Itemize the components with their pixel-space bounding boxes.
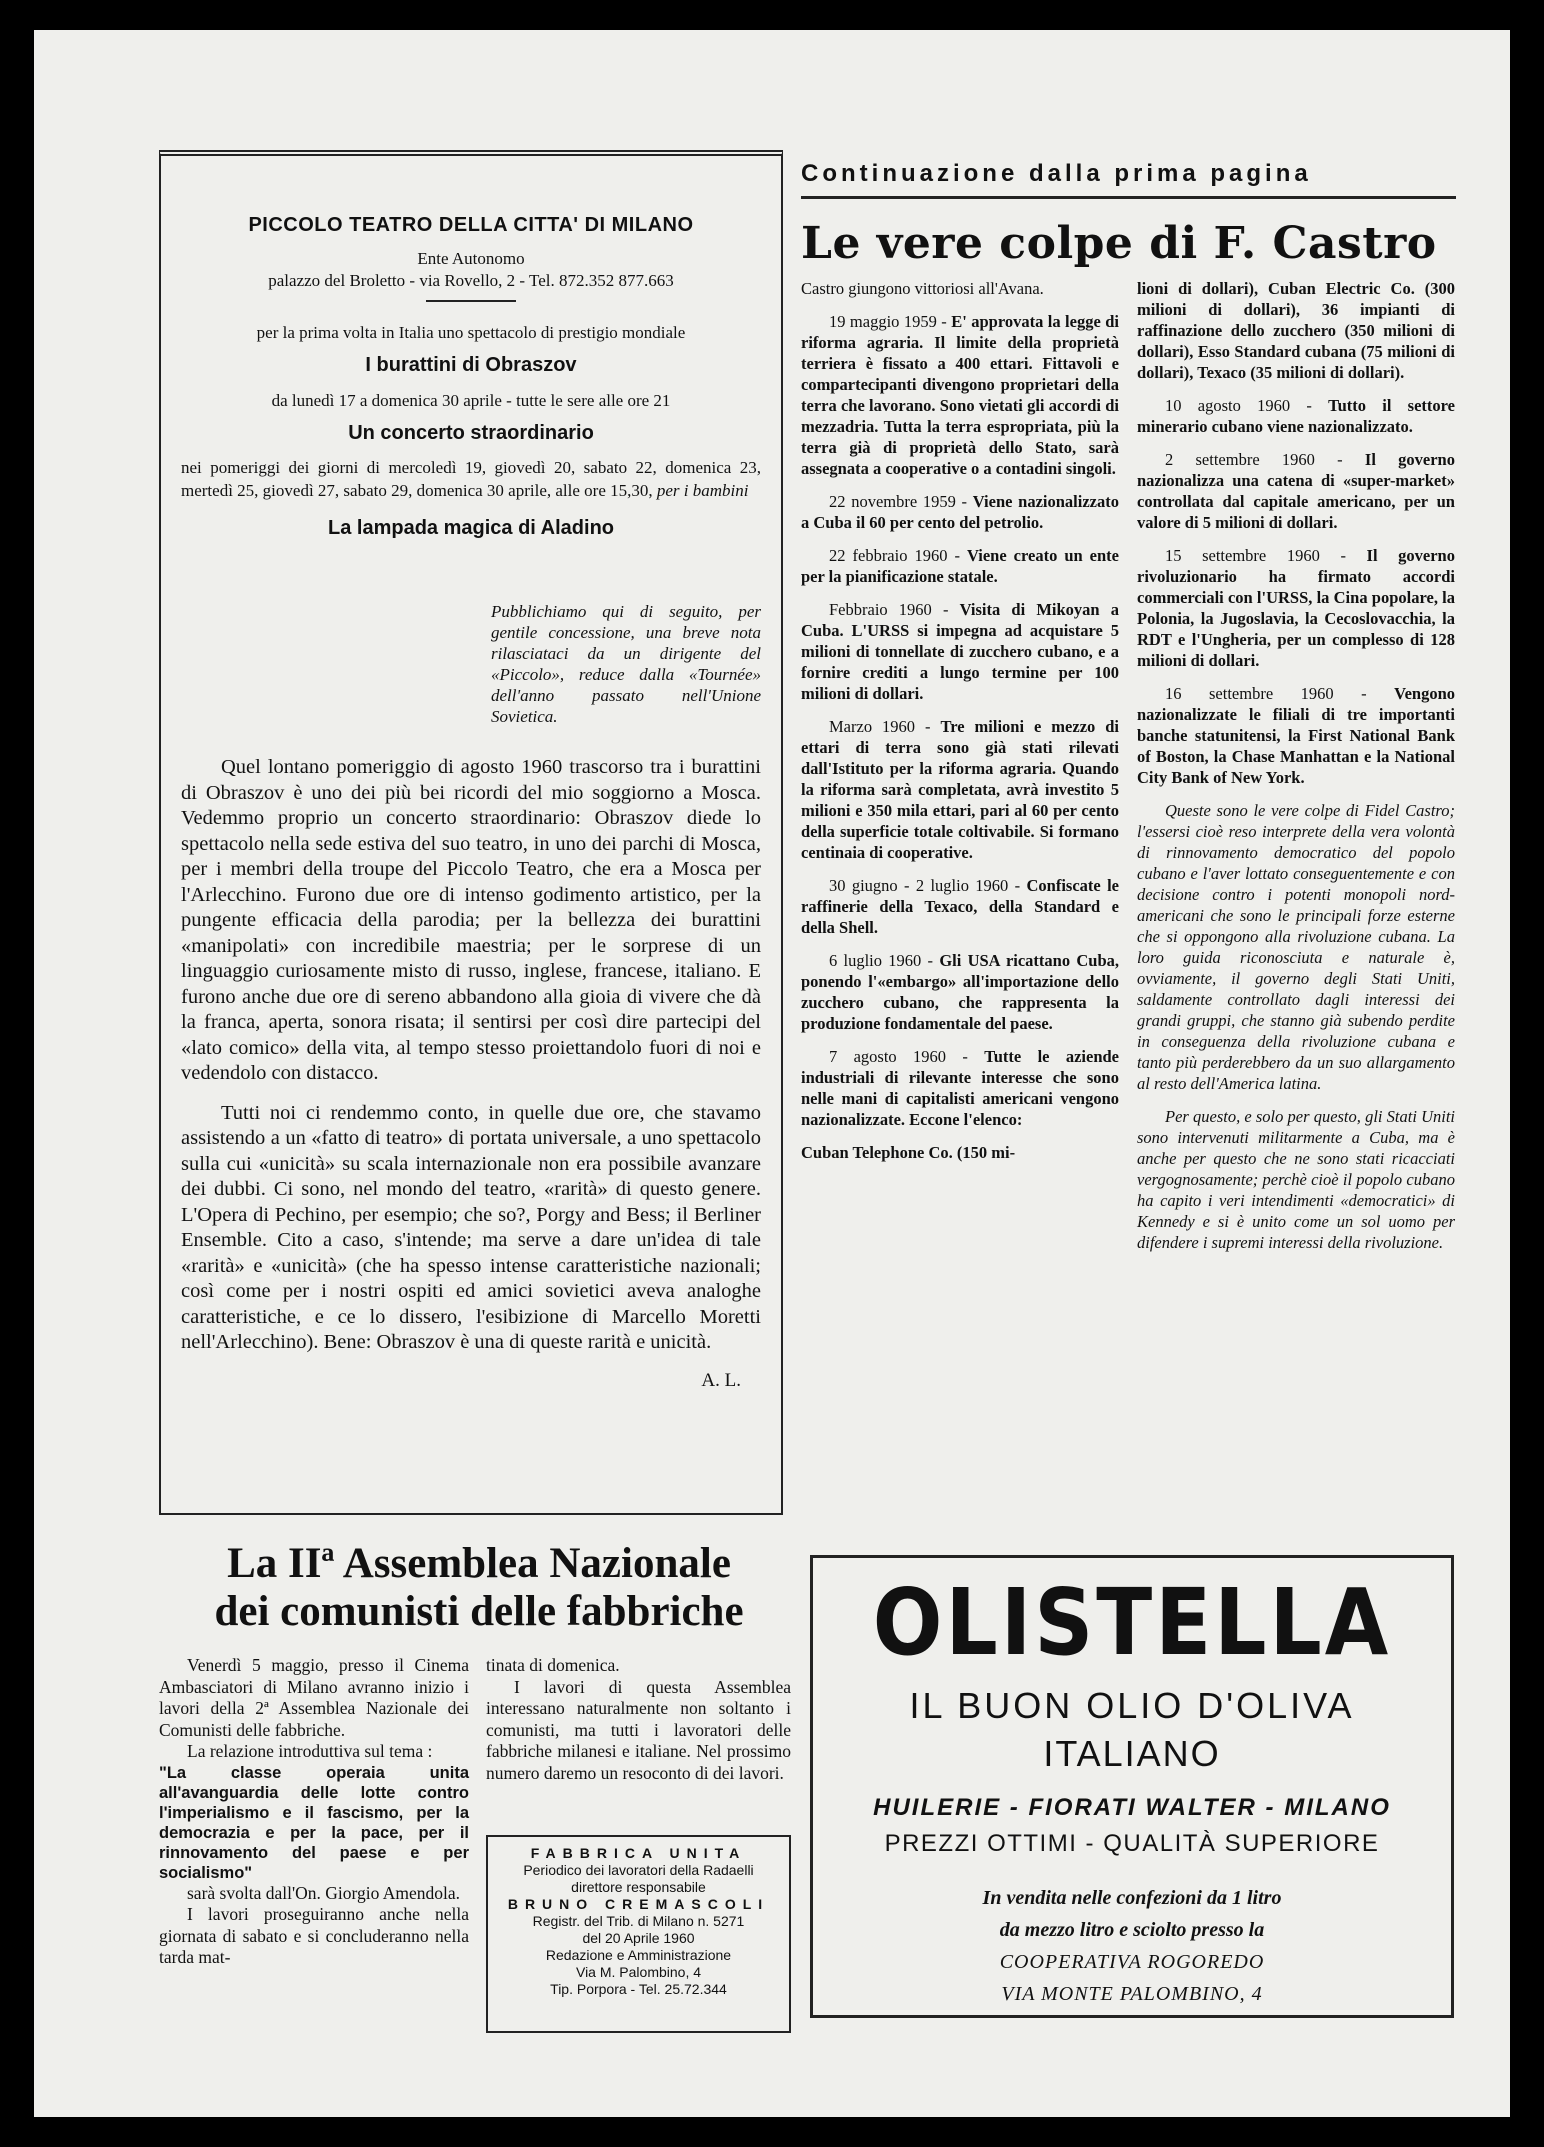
- divider: [801, 196, 1456, 199]
- theatre-ente: Ente Autonomo: [417, 249, 525, 268]
- assemblea-column-right: [486, 1655, 791, 1784]
- article-date: 15 settembre 1960 -: [1165, 546, 1367, 565]
- article-date: 30 giugno - 2 luglio 1960 -: [829, 876, 1027, 895]
- ad-sales-info-2: da mezzo litro e sciolto presso la: [999, 1919, 1265, 1941]
- theatre-paragraph: Quel lontano pomeriggio di agosto 1960 trascorso tra i burattini di Obraszov è uno dei più bei ricordi del mio soggiorno a Mosca. Vedemmo proprio un concerto straordinario: Obraszov diede lo spettacolo nella sede estiva del suo teatro, in uno dei parchi di Mosca, per i membri della troupe del Piccolo Teatro, che era a Mosca per l'Arlecchino. Furono due ore di intenso godimento artistico, per la pungente efficacia della parodia; per la bellezza dei burattini «manipolati» con incredibile maestria; per le sorprese di un linguaggio curiosamente misto di russo, inglese, francese, italiano. E furono anche due ore di sereno abbandono alla gioia di vivere che dà la franca, aperta, sonora risata; il sentirsi per così dire partecipi del «lato comico» della vita, al tempo stesso proiettandolo fuori di noi e vedendolo con distacco.: [181, 756, 761, 1084]
- article-paragraph: [801, 545, 1119, 587]
- article-paragraph: [801, 311, 1119, 479]
- article-event: Tutto il settore minerario cubano viene nazionalizzato.: [1137, 396, 1455, 436]
- masthead-printer: Tip. Porpora - Tel. 25.72.344: [550, 1981, 727, 1997]
- article-date: Febbraio 1960 -: [829, 600, 960, 619]
- article-event: Confiscate le raffinerie della Texaco, della Standard e della Shell.: [801, 876, 1119, 937]
- theatre-address: palazzo del Broletto - via Rovello, 2 - Tel. 872.352 877.663: [268, 271, 674, 290]
- article-column-left: [801, 278, 1119, 1175]
- article-event: Gli USA ricattano Cuba, ponendo l'«embargo» all'importazione dello zucchero cubano, che rappresenta la produzione fondamentale del paese.: [801, 951, 1119, 1033]
- masthead-address: Via M. Palombino, 4: [575, 1964, 702, 1980]
- assemblea-paragraph: I lavori di questa Assemblea interessano naturalmente non soltanto i comunisti, ma tutti i lavoratori delle fabbriche milanesi e italiane. Nel prossimo numero daremo un resoconto di dei lavori.: [486, 1676, 791, 1783]
- concerto-audience: per i bambini: [656, 481, 749, 500]
- theatre-name: PICCOLO TEATRO DELLA CITTA' DI MILANO: [248, 214, 694, 236]
- concerto-times: nei pomeriggi dei giorni di mercoledì 19, giovedì 20, sabato 22, domenica 23, mertedì 25, giovedì 27, sabato 29, domenica 30 aprile, alle ore 15,30,: [181, 458, 761, 500]
- article-date: 7 agosto 1960 -: [829, 1047, 985, 1066]
- masthead-director: BRUNO CREMASCOLI: [507, 1896, 770, 1912]
- article-paragraph: [801, 875, 1119, 938]
- newspaper-page: [34, 30, 1510, 2117]
- assemblea-paragraph: La relazione introduttiva sul tema :: [187, 1741, 433, 1761]
- assemblea-title-line: La IIª Assemblea Nazionale: [227, 1540, 731, 1587]
- masthead-registration-date: del 20 Aprile 1960: [582, 1930, 695, 1946]
- signature: A. L.: [701, 1369, 741, 1391]
- article-paragraph: lioni di dollari), Cuban Electric Co. (300 milioni di dollari), 36 impianti di raffinazione dello zucchero (350 milioni di dollari), Esso Standard cubana (75 milioni di dollari), Texaco (35 milioni di dollari).: [1137, 279, 1455, 382]
- article-paragraph: Per questo, e solo per questo, gli Stati Uniti sono intervenuti militarmente a Cuba, ma è anche per questo che ne sono stati ricacciati vergognosamente; perchè cioè il popolo cubano ha capito i veri intendimenti «democratici» di Kennedy e si è unito come un sol uomo per difendere i supremi interessi della rivoluzione.: [1137, 1107, 1455, 1252]
- olistella-ad: [810, 1555, 1454, 2018]
- ad-store-address: VIA MONTE PALOMBINO, 4: [1001, 1983, 1263, 2005]
- masthead-director-label: direttore responsabile: [571, 1879, 706, 1895]
- article-title: Le vere colpe di F. Castro: [801, 218, 1437, 269]
- theatre-paragraph: Tutti noi ci rendemmo conto, in quelle due ore, che stavamo assistendo a un «fatto di teatro» di portata universale, a uno spettacolo sulla cui «unicità» su scala internazionale non era possibile avanzare dei dubbi. Ci sono, nel mondo del teatro, «rarità» di questo genere. L'Opera di Pechino, per esempio; che so?, Porgy and Bess; il Berliner Ensemble. Cito a caso, s'intende; ma serve a dare un'idea di tale «rarità» e «unicità» (che ha spesso intense caratteristiche nazionali; così come per i nostri ospiti ed amici sovietici aveva analoghe caratteristiche, e ce lo dissero, l'esibizione di Marcello Moretti nell'Arlecchino). Bene: Obraszov è una di queste rarità e unicità.: [181, 1101, 761, 1353]
- article-paragraph: [801, 491, 1119, 533]
- article-event: E' approvata la legge di riforma agraria. Il limite della proprietà terriera è fissato a 400 ettari. Fittavoli e compartecipanti divengono proprietari della terra che lavorano. Sono vietati gli accordi di mezzadria. Tutta la terra espropriata, più la terra già di proprietà dello Stato, sarà assegnata a cooperative o a contadini singoli.: [801, 312, 1119, 478]
- masthead-subtitle: Periodico dei lavoratori della Radaelli: [523, 1862, 754, 1878]
- article-paragraph: [801, 716, 1119, 863]
- continuation-label: Continuazione dalla prima pagina: [801, 160, 1312, 187]
- article-date: 2 settembre 1960 -: [1165, 450, 1365, 469]
- article-date: 6 luglio 1960 -: [829, 951, 940, 970]
- ad-slogan-2: ITALIANO: [1043, 1733, 1221, 1774]
- article-paragraph: [1137, 545, 1455, 671]
- editor-note: Pubblichiamo qui di seguito, per gentile concessione, una breve nota rilasciataci da un dirigente del «Piccolo», reduce dalla «Tournée» dell'anno passato nell'Unione Sovietica.: [491, 602, 761, 726]
- assemblea-paragraph: sarà svolta dall'On. Giorgio Amendola.: [187, 1882, 461, 1903]
- masthead-box: [486, 1835, 791, 2033]
- article-paragraph: Castro giungono vittoriosi all'Avana.: [801, 279, 1044, 298]
- article-paragraph: [801, 950, 1119, 1034]
- article-event: Tutte le aziende industriali di rilevante interesse che sono nelle mani di capitalisti americani vengono nazionalizzate. Eccone l'elenco:: [801, 1047, 1120, 1129]
- article-date: 16 settembre 1960 -: [1165, 684, 1395, 703]
- masthead-title: FABBRICA UNITA: [530, 1845, 747, 1861]
- ad-brand: OLISTELLA: [872, 1570, 1392, 1677]
- ad-quality: PREZZI OTTIMI - QUALITÀ SUPERIORE: [884, 1830, 1380, 1857]
- article-date: 10 agosto 1960 -: [1165, 396, 1329, 415]
- assemblea-theme: "La classe operaia unita all'avanguardia delle lotte contro l'imperialismo e il fascismo, per la democrazia e per la pace, per il rinnovamento del paese e per socialismo": [159, 1763, 469, 1882]
- divider: [426, 300, 516, 302]
- article-paragraph: Cuban Telephone Co. (150 mi-: [801, 1143, 1016, 1162]
- masthead-redazione: Redazione e Amministrazione: [545, 1947, 732, 1963]
- assemblea-column-left: [159, 1655, 469, 1969]
- assemblea-title-line: dei comunisti delle fabbriche: [214, 1588, 744, 1635]
- article-date: Marzo 1960 -: [829, 717, 941, 736]
- article-paragraph: [1137, 395, 1455, 437]
- article-paragraph: [801, 599, 1119, 704]
- show-dates-burattini: da lunedì 17 a domenica 30 aprile - tutte le sere alle ore 21: [271, 391, 671, 410]
- show-title-burattini: I burattini di Obraszov: [365, 354, 577, 376]
- article-event: Il governo nazionalizza una catena di «super-market» controllata dal capitale americano, per un valore di 5 milioni di dollari.: [1137, 450, 1455, 532]
- article-column-right: [1137, 278, 1455, 1265]
- theatre-first-time: per la prima volta in Italia uno spettacolo di prestigio mondiale: [256, 323, 686, 342]
- article-paragraph: [1137, 683, 1455, 788]
- article-date: 22 novembre 1959 -: [829, 492, 973, 511]
- article-event: Il governo rivoluzionario ha firmato accordi commerciali con l'URSS, la Cina popolare, la Polonia, la Jugoslavia, la Cecoslovacchia, la RDT e l'Ungheria, per un complesso di 128 milioni di dollari.: [1137, 546, 1455, 670]
- ad-producer: HUILERIE - FIORATI WALTER - MILANO: [873, 1794, 1391, 1821]
- theatre-article: [181, 755, 761, 1356]
- article-paragraph: Queste sono le vere colpe di Fidel Castro; l'essersi cioè reso interprete della vera volontà di rinnovamento democratico del popolo cubano e l'aver lottato conseguentemente e con decisione contro i potenti monopoli nord-americani che sono le principali forze esterne che si oppongono alla rivoluzione cubana. La loro guida riconosciuta e naturale è, ovviamente, il governo degli Stati Uniti, saldamente controllato dagli interessi dei grandi gruppi, che stanno già subendo perdite in conseguenza della rivoluzione cubana e tanto più perderebbero da un suo allargamento al resto dell'America latina.: [1137, 801, 1455, 1093]
- ad-sales-info: In vendita nelle confezioni da 1 litro: [982, 1887, 1282, 1909]
- assemblea-paragraph: I lavori proseguiranno anche nella giornata di sabato e si concluderanno nella tarda mat-: [159, 1904, 469, 1967]
- article-event: Viene creato un ente per la pianificazione statale.: [801, 546, 1119, 586]
- article-event: Visita di Mikoyan a Cuba. L'URSS si impegna ad acquistare 5 milioni di tonnellate di zucchero cubano, e a fornire crediti a lungo termine per 100 milioni di dollari.: [801, 600, 1119, 703]
- ad-slogan: IL BUON OLIO D'OLIVA: [909, 1685, 1355, 1726]
- show-dates-concerto: [181, 456, 761, 502]
- show-title-aladino: La lampada magica di Aladino: [328, 517, 614, 539]
- theatre-box: [159, 150, 783, 1515]
- assemblea-title: [159, 1540, 799, 1636]
- article-event: Viene nazionalizzato a Cuba il 60 per cento del petrolio.: [801, 492, 1119, 532]
- article-event: Vengono nazionalizzate le filiali di tre importanti banche statunitensi, la First National Bank of Boston, la Chase Manhattan e la National City Bank of New York.: [1137, 684, 1455, 787]
- article-paragraph: [1137, 449, 1455, 533]
- masthead-registration: Registr. del Trib. di Milano n. 5271: [532, 1913, 745, 1929]
- assemblea-paragraph: Venerdì 5 maggio, presso il Cinema Ambasciatori di Milano avranno inizio i lavori della 2ª Assemblea Nazionale dei Comunisti delle fabbriche.: [159, 1655, 469, 1740]
- assemblea-paragraph: tinata di domenica.: [486, 1655, 620, 1675]
- article-paragraph: [801, 1046, 1119, 1130]
- show-title-concerto: Un concerto straordinario: [348, 422, 594, 444]
- article-date: 19 maggio 1959 -: [829, 312, 952, 331]
- ad-store: COOPERATIVA ROGOREDO: [999, 1951, 1265, 1973]
- article-date: 22 febbraio 1960 -: [829, 546, 967, 565]
- article-event: Tre milioni e mezzo di ettari di terra sono già stati rilevati dall'Istituto per la riforma agraria. Quando la riforma sarà completata, avrà investito 5 milioni e 350 mila ettari, pari al 60 per cento della superficie totale coltivabile. Si formano centinaia di cooperative.: [801, 717, 1119, 862]
